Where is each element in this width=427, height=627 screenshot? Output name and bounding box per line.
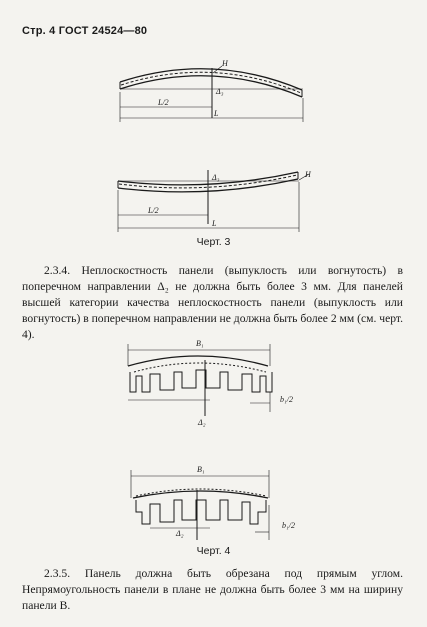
fig3-top-full-label: L [214,109,219,118]
fig4-top-half-label: b₁/2 [280,395,294,404]
fig4-bottom-delta-label: Δ₂ [176,529,184,538]
fig3-top-h-label: H [222,59,228,68]
figure-4-caption: Черт. 4 [196,545,231,557]
fig3-top-half-label: L/2 [158,98,169,107]
fig4-bottom-width-label: B₁ [197,465,205,474]
fig3-bottom-delta-label: Δ₃ [212,173,220,182]
page-header: Стр. 4 ГОСТ 24524—80 [22,25,148,37]
fig4-top-width-label: B₁ [196,339,204,348]
fig3-bottom-half-label: L/2 [148,206,159,215]
figure-3-drawing [0,0,427,240]
figure-3-caption: Черт. 3 [196,236,231,248]
paragraph-2-3-4: 2.3.4. Неплоскостность панели (выпуклость или вогнутость) в поперечном направлении Δ₂ не должна быть более 3 мм. Для панелей высшей категории качества неплоскостность панели (выпуклость или вогнутость) в поперечном направлении не должна быть более 2 мм (см. черт. 4). [22,264,403,341]
paragraph-2-3-5: 2.3.5. Панель должна быть обрезана под прямым углом. Непрямоугольность панели в плане не должна быть более 3 мм на ширину панели B. [22,567,403,612]
fig3-top-delta-label: Δ₃ [216,87,224,96]
fig3-bottom-h-label: H [305,170,311,179]
fig4-top-delta-label: Δ₂ [198,418,206,427]
fig3-bottom-full-label: L [212,219,217,228]
fig4-bottom-half-label: b₁/2 [282,521,296,530]
